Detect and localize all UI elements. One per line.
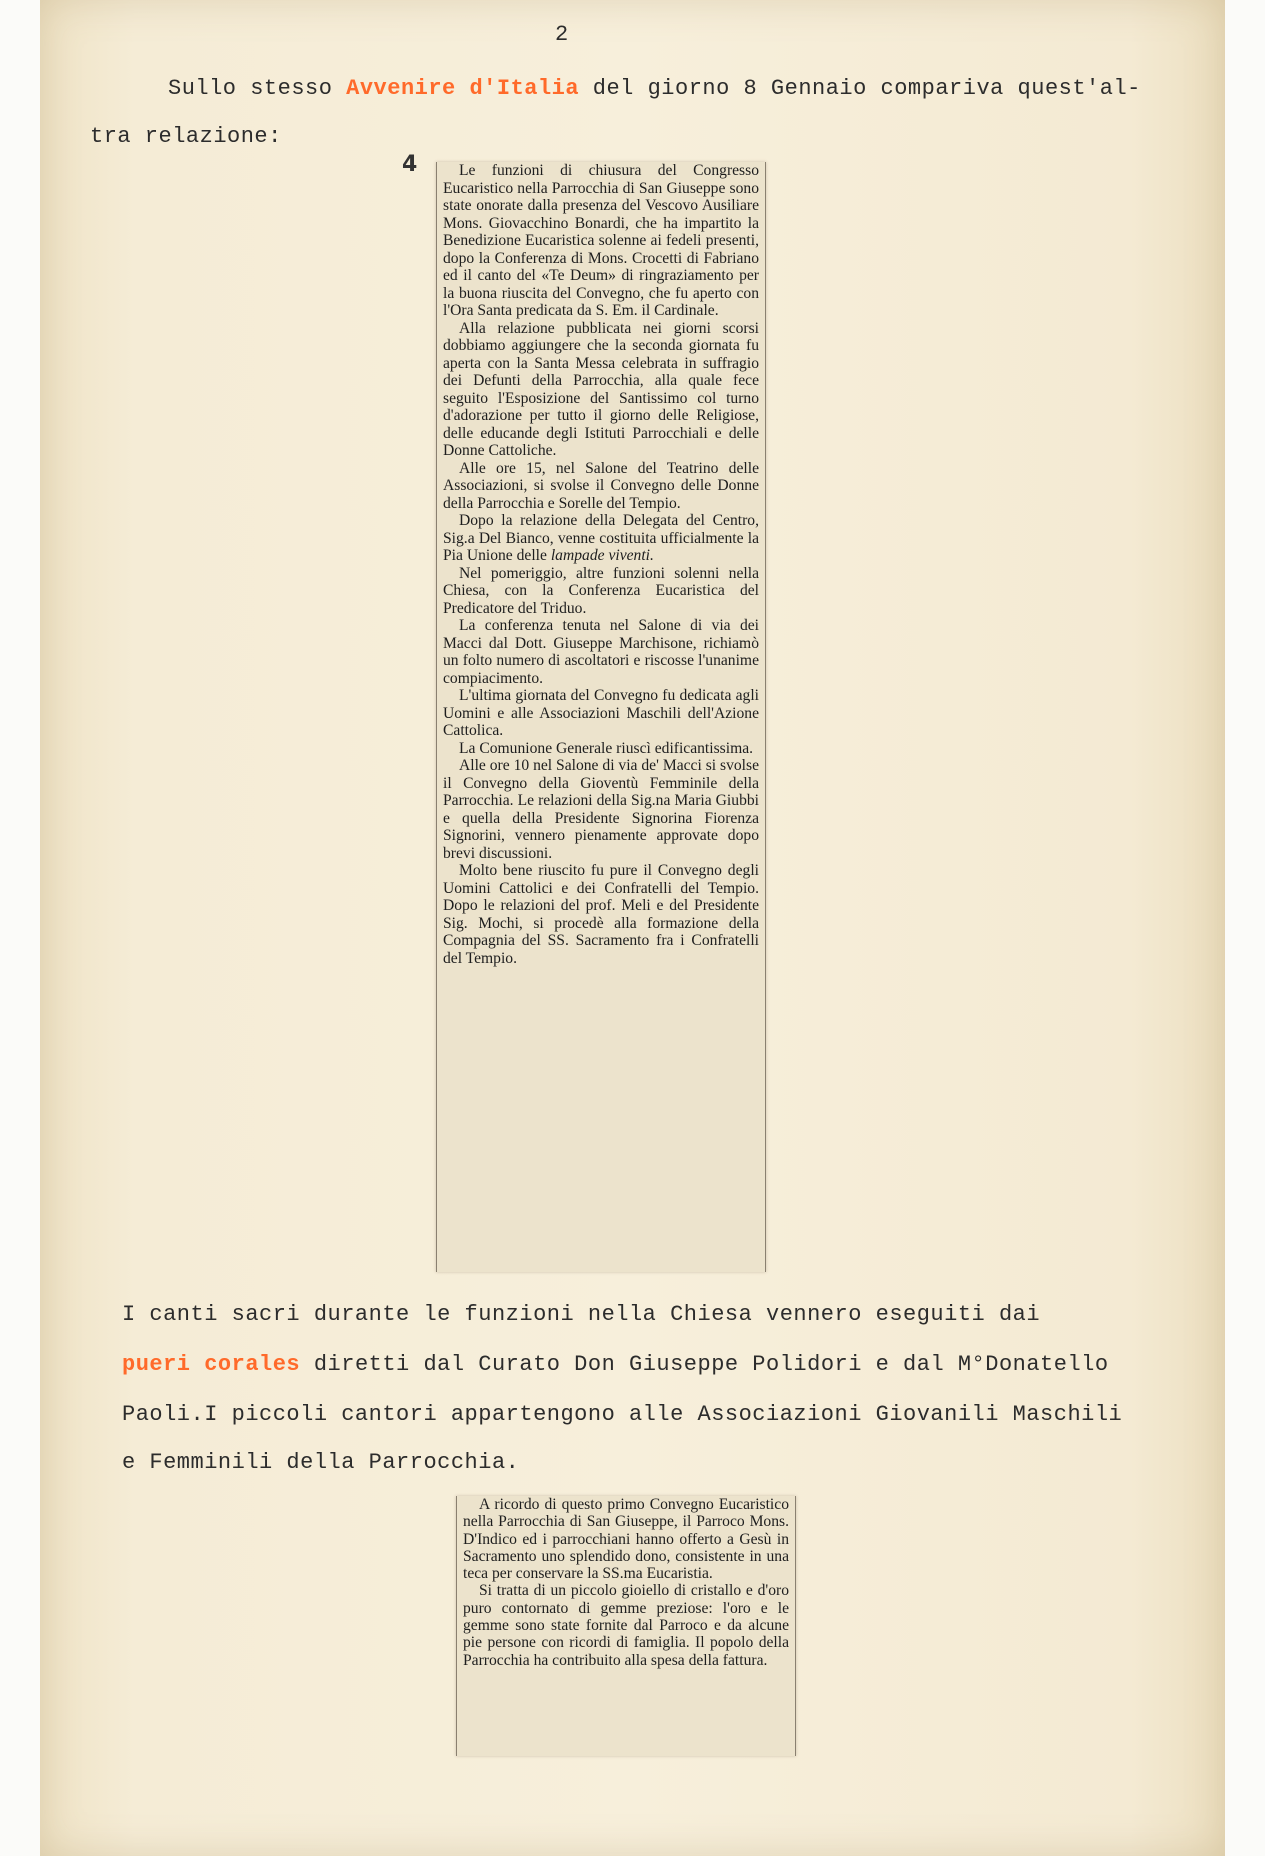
handwritten-number: 4 <box>402 152 418 177</box>
clipping-1-paragraph: Alle ore 10 nel Salone di via de' Macci si svolse il Convegno della Gioventù Femminile della Parrocchia. Le relazioni della Sig.na Maria Giubbi e quella della Presidente Signorina Fiorenza Signorini, vennero pienamente approvate dopo brevi discussioni. <box>443 757 759 862</box>
clipping-1-paragraph: L'ultima giornata del Convegno fu dedicata agli Uomini e alle Associazioni Maschili dell'Azione Cattolica. <box>443 687 759 739</box>
page-number: 2 <box>555 22 569 47</box>
clipping-1-text: Dopo la relazione della Delegata del Centro, Sig.a Del Bianco, venne costituita ufficialmente la Pia Unione delle <box>443 512 759 564</box>
clipping-1-italic: lampade viventi. <box>550 547 654 564</box>
middle-line-3: Paoli.I piccoli cantori appartengono alle Associazioni Giovanili Maschili <box>122 1402 1123 1427</box>
intro-line-1 <box>168 76 1141 101</box>
clipping-1-paragraph <box>443 512 759 565</box>
clipping-2-paragraph: A ricordo di questo primo Convegno Eucaristico nella Parrocchia di San Giuseppe, il Parroco Mons. D'Indico ed i parrocchiani hanno offerto a Gesù in Sacramento uno splendido dono, consistente in una teca per conservare la SS.ma Eucaristia. <box>463 1496 789 1583</box>
clipping-1-paragraph: Le funzioni di chiusura del Congresso Eucaristico nella Parrocchia di San Giuseppe sono state onorate dalla presenza del Vescovo Ausiliare Mons. Giovacchino Bonardi, che ha impartito la Benedizione Eucaristica solenne ai fedeli presenti, dopo la Conferenza di Mons. Crocetti di Fabriano ed il canto del «Te Deum» di ringraziamento per la buona riuscita del Convegno, che fu aperto con l'Ora Santa predicata da S. Em. il Cardinale. <box>443 162 759 319</box>
clipping-1-paragraph: Molto bene riuscito fu pure il Convegno degli Uomini Cattolici e dei Confratelli del Tempio. Dopo le relazioni del prof. Meli e del Presidente Sig. Mochi, si procedè alla formazione della Compagnia del SS. Sacramento fra i Confratelli del Tempio. <box>443 862 759 967</box>
newspaper-title-highlight: Avvenire d'Italia <box>346 76 580 101</box>
clipping-2-paragraph: Si tratta di un piccolo gioiello di cristallo e d'oro puro contornato di gemme preziose: l'oro e le gemme sono state fornite dal Parroco e da alcune pie persone con ricordi di famiglia. Il popolo della Parrocchia ha contribuito alla spesa della fattura. <box>463 1582 789 1669</box>
clipping-1-paragraph: Alle ore 15, nel Salone del Teatrino delle Associazioni, si svolse il Convegno delle Donne della Parrocchia e Sorelle del Tempio. <box>443 459 759 512</box>
newspaper-clipping-1 <box>436 162 766 1272</box>
middle-line-1: I canti sacri durante le funzioni nella Chiesa vennero eseguiti dai <box>122 1302 1041 1327</box>
intro-prefix: Sullo stesso <box>168 76 347 101</box>
clipping-1-paragraph: La conferenza tenuta nel Salone di via dei Macci dal Dott. Giuseppe Marchisone, richiamò un folto numero di ascoltatori e riscosse l'unanime compiacimento. <box>443 617 759 687</box>
clipping-1-paragraph: Alla relazione pubblicata nei giorni scorsi dobbiamo aggiungere che la seconda giornata fu aperta con la Santa Messa celebrata in suffragio dei Defunti della Parrocchia, alla quale fece seguito l'Esposizione del Santissimo col turno d'adorazione per tutto il giorno delle Religiose, delle educande degli Istituti Parrocchiali e delle Donne Cattoliche. <box>443 319 759 459</box>
newspaper-clipping-2 <box>456 1496 796 1756</box>
intro-suffix: del giorno 8 Gennaio compariva quest'al- <box>579 76 1141 101</box>
intro-line-2: tra relazione: <box>90 124 282 149</box>
middle-line-2 <box>122 1352 1109 1377</box>
clipping-1-paragraph: La Comunione Generale riuscì edificantissima. <box>459 739 754 757</box>
clipping-1-paragraph: Nel pomeriggio, altre funzioni solenni nella Chiesa, con la Conferenza Eucaristica del Predicatore del Triduo. <box>443 564 759 617</box>
middle-line-2-suffix: diretti dal Curato Don Giuseppe Polidori e dal M°Donatello <box>300 1352 1109 1377</box>
pueri-corales-highlight: pueri corales <box>122 1352 301 1377</box>
middle-line-4: e Femminili della Parrocchia. <box>122 1450 520 1475</box>
